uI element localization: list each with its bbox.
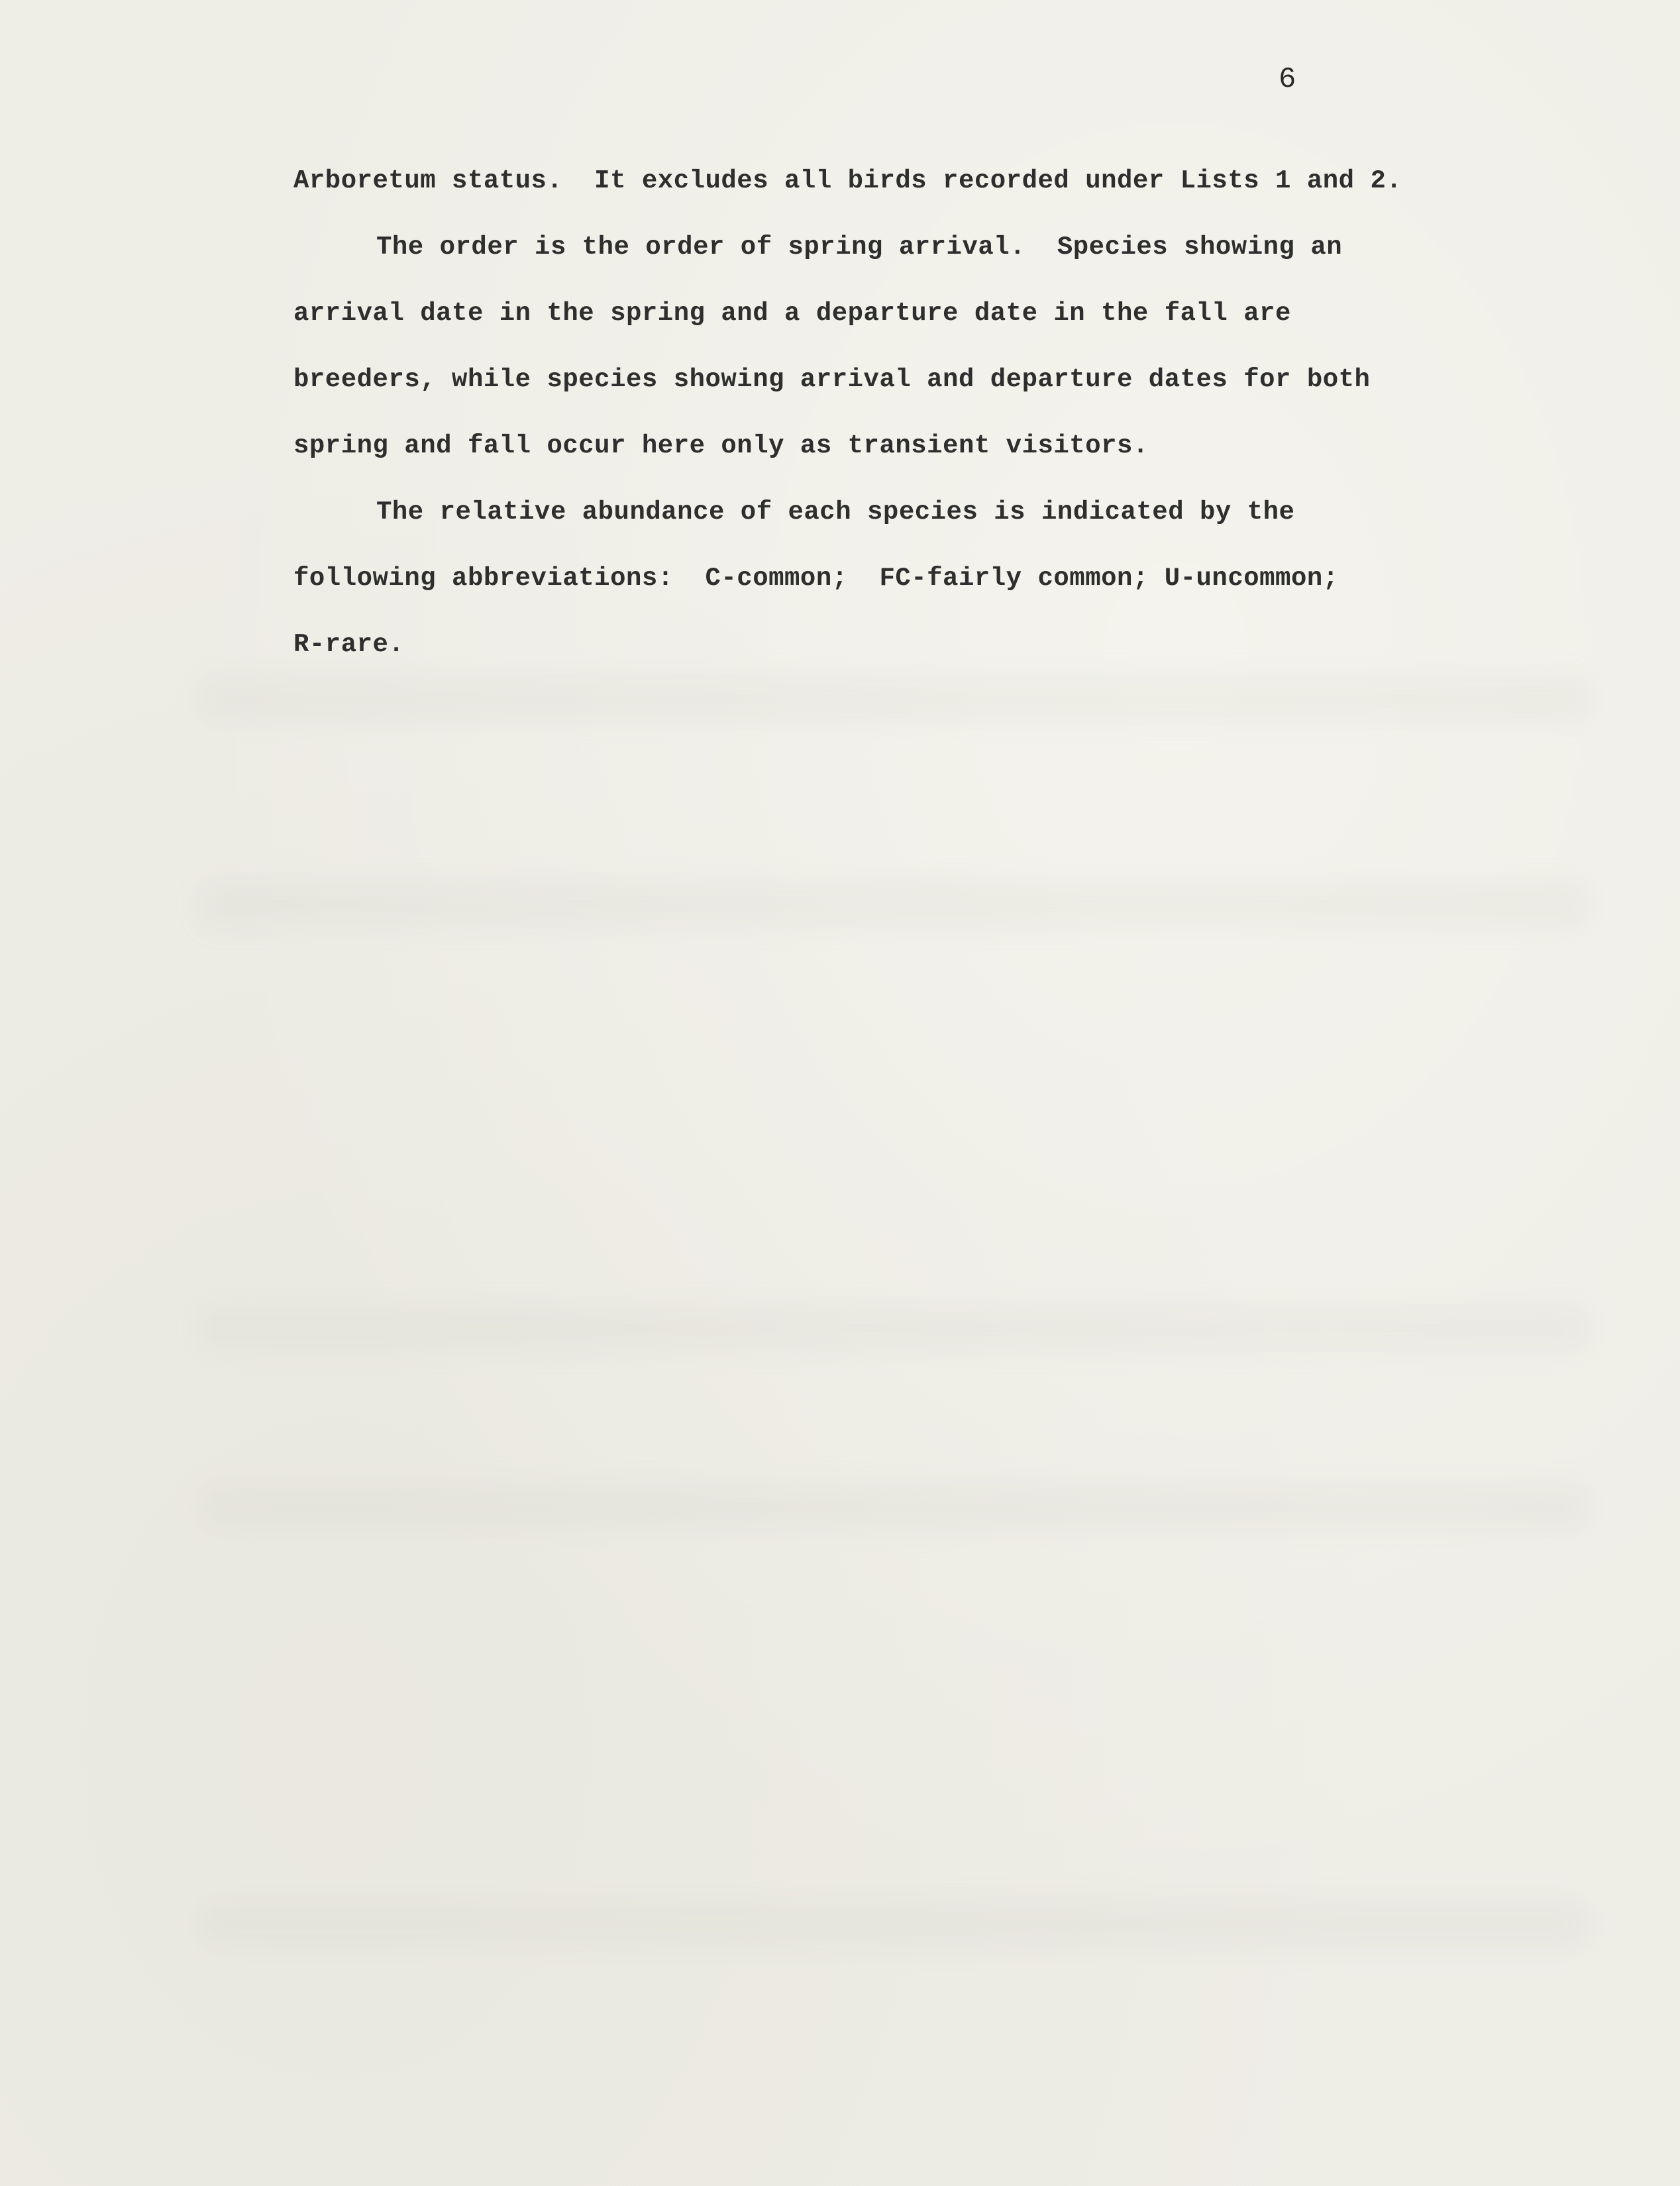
body-line: The relative abundance of each species is indicated by the — [376, 497, 1295, 527]
show-through-smudge — [199, 881, 1590, 927]
page-number: 6 — [1279, 63, 1296, 96]
body-line: The order is the order of spring arrival. Species showing an — [376, 233, 1343, 262]
body-line: following abbreviations: C-common; FC-fairly common; U-uncommon; — [293, 564, 1339, 593]
show-through-smudge — [199, 1484, 1590, 1530]
body-line: breeders, while species showing arrival and departure dates for both — [293, 365, 1371, 394]
body-line: Arboretum status. It excludes all birds recorded under Lists 1 and 2. — [293, 166, 1402, 195]
body-line: R-rare. — [293, 630, 405, 659]
show-through-smudge — [199, 676, 1590, 722]
body-line: arrival date in the spring and a departure date in the fall are — [293, 299, 1291, 328]
show-through-smudge — [199, 1901, 1590, 1948]
show-through-smudge — [199, 1305, 1590, 1351]
body-line: spring and fall occur here only as transient visitors. — [293, 431, 1149, 460]
